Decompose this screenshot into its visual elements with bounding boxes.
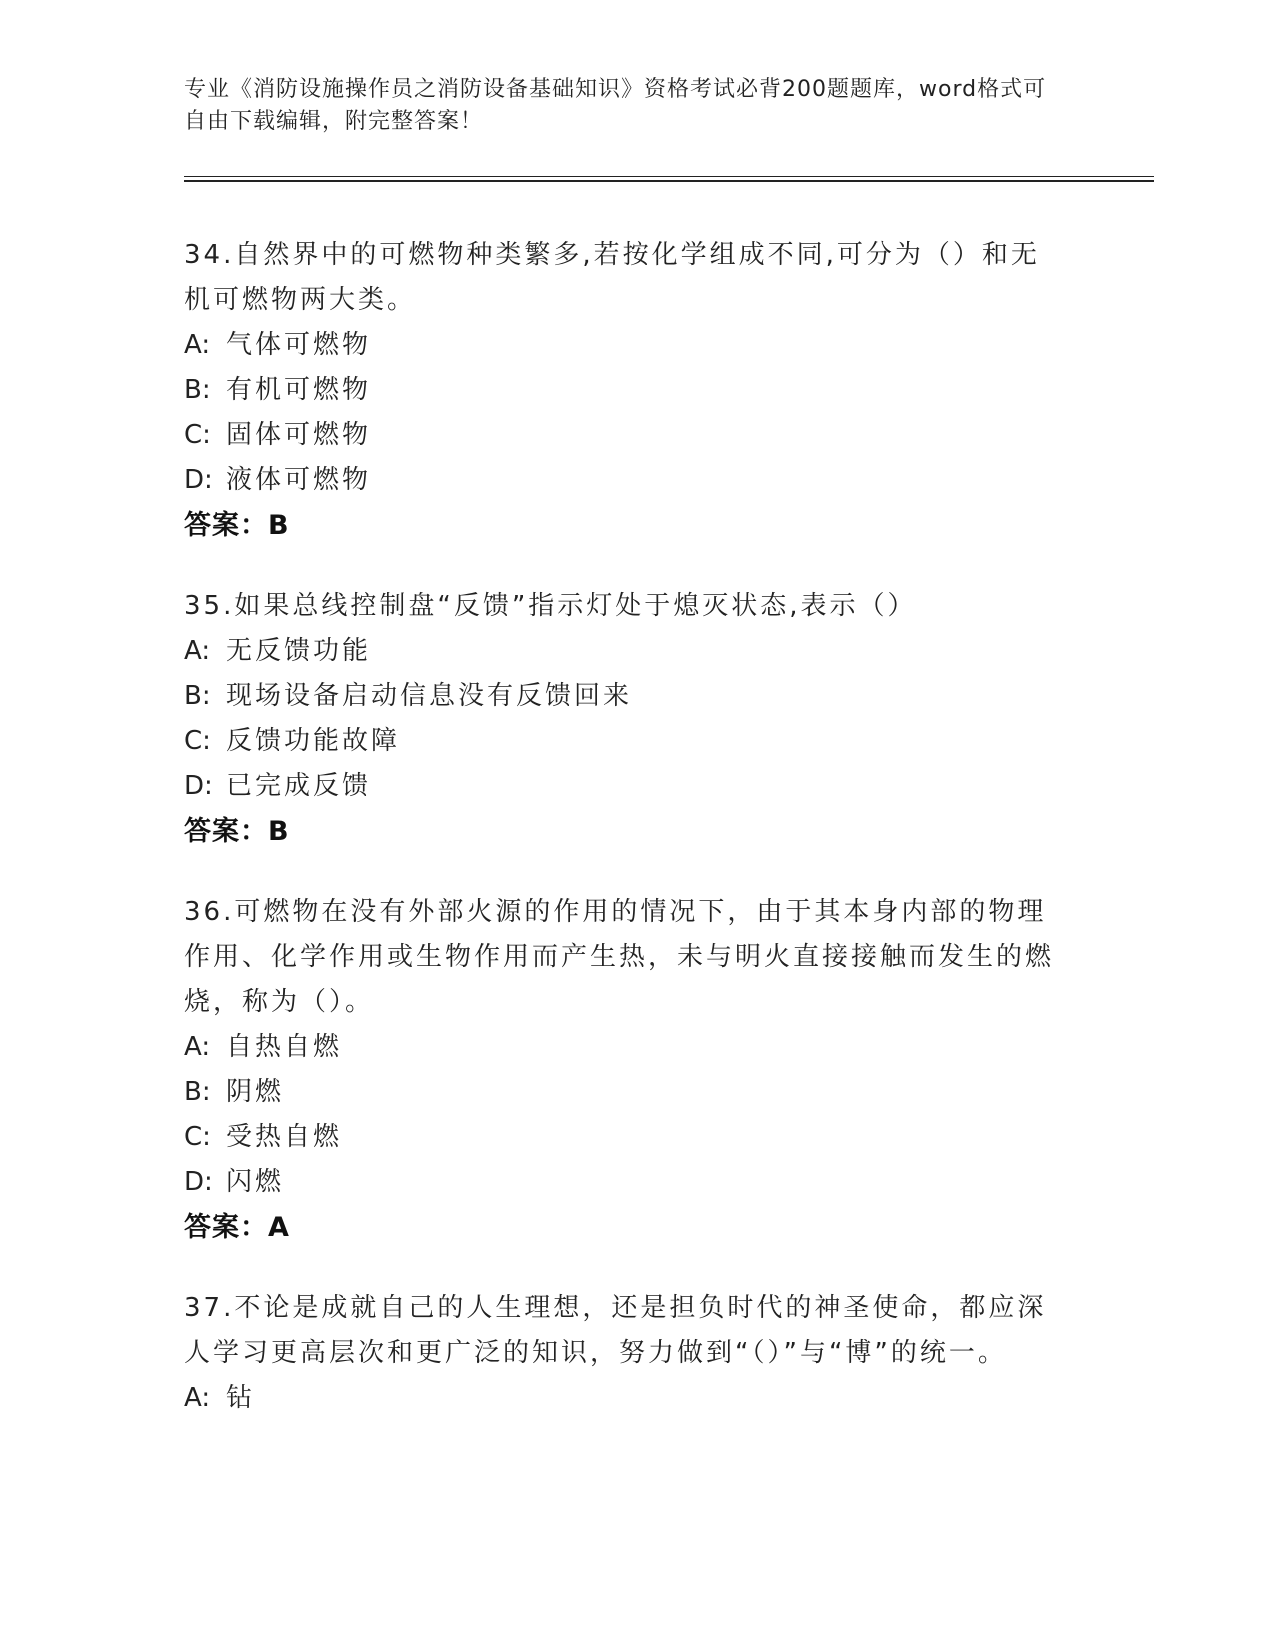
answer-option [184, 1025, 1084, 1070]
option-key: D: [184, 1167, 213, 1197]
option-text: 自热自燃 [226, 1032, 343, 1062]
header-divider [184, 176, 1154, 177]
answer-option [184, 323, 1084, 368]
option-key: B: [184, 681, 211, 711]
option-text: 现场设备启动信息没有反馈回来 [226, 681, 633, 711]
option-key: C: [184, 1122, 211, 1152]
option-text: 反馈功能故障 [226, 726, 401, 756]
answer-option [184, 413, 1084, 458]
option-key: B: [184, 375, 211, 405]
question-text: 35.如果总线控制盘“反馈”指示灯处于熄灭状态,表示（） [184, 591, 917, 621]
option-text: 受热自燃 [226, 1122, 343, 1152]
option-key: C: [184, 726, 211, 756]
option-text: 无反馈功能 [226, 636, 372, 666]
option-text: 闪燃 [226, 1167, 285, 1197]
answer-option [184, 719, 1084, 764]
option-key: A: [184, 330, 211, 360]
answer-line: 答案：B [184, 816, 290, 847]
question-text: 36.可燃物在没有外部火源的作用的情况下，由于其本身内部的物理作用、化学作用或生物作用而产生热，未与明火直接接触而发生的燃烧，称为（）。 [184, 897, 1055, 1017]
option-text: 有机可燃物 [226, 375, 372, 405]
question-block [184, 890, 1084, 1251]
question-text: 34.自然界中的可燃物种类繁多,若按化学组成不同,可分为（）和无机可燃物两大类。 [184, 240, 1040, 315]
answer-option [184, 458, 1084, 503]
option-key: A: [184, 636, 211, 666]
option-text: 钻 [226, 1383, 256, 1413]
question-text: 37.不论是成就自己的人生理想，还是担负时代的神圣使命，都应深人学习更高层次和更广泛的知识，努力做到“（）”与“博”的统一。 [184, 1293, 1047, 1368]
option-text: 阴燃 [226, 1077, 285, 1107]
answer-line: 答案：A [184, 1212, 290, 1243]
option-key: D: [184, 771, 213, 801]
answer-option [184, 1376, 1084, 1421]
question-block [184, 584, 1084, 855]
answer-line: 答案：B [184, 510, 290, 541]
answer-option [184, 1160, 1084, 1205]
answer-option [184, 674, 1084, 719]
option-text: 气体可燃物 [226, 330, 372, 360]
answer-option [184, 368, 1084, 413]
option-key: B: [184, 1077, 211, 1107]
answer-option [184, 764, 1084, 809]
question-block [184, 233, 1084, 549]
option-text: 已完成反馈 [226, 771, 372, 801]
option-key: C: [184, 420, 211, 450]
answer-option [184, 1115, 1084, 1160]
option-key: A: [184, 1032, 211, 1062]
option-text: 固体可燃物 [226, 420, 372, 450]
question-list [184, 233, 1084, 1456]
option-key: A: [184, 1383, 211, 1413]
header-divider-thick [184, 180, 1154, 182]
option-key: D: [184, 465, 213, 495]
answer-option [184, 1070, 1084, 1115]
question-block [184, 1286, 1084, 1421]
document-header: 专业《消防设施操作员之消防设备基础知识》资格考试必背200题题库，word格式可自由下载编辑，附完整答案！ [184, 77, 1047, 134]
option-text: 液体可燃物 [226, 465, 372, 495]
answer-option [184, 629, 1084, 674]
